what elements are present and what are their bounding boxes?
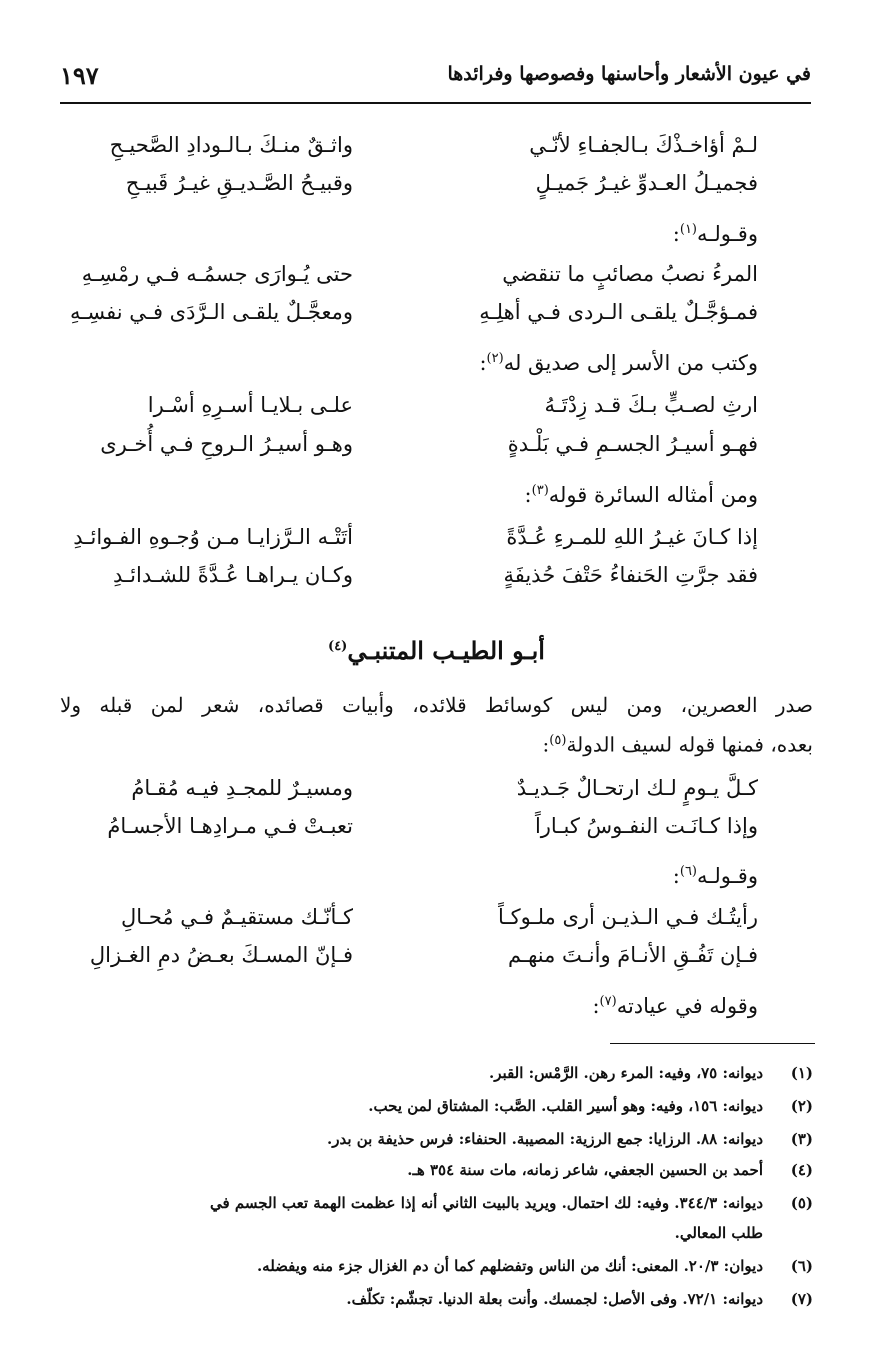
section-heading-text: أبـو الطيـب المتنبـي — [347, 636, 545, 665]
intro-text: وقـولـه — [697, 864, 758, 888]
verse-first-hemistich: فـإن تَفُـقِ الأنـامَ وأنـتَ منهـم — [507, 943, 758, 967]
verse-first-hemistich: رأيتُـك فـي الـذيـن أرى ملـوكـاً — [498, 905, 758, 929]
verse-line — [60, 897, 813, 937]
footnote-number: (٢) — [790, 1097, 813, 1115]
verse-second-hemistich: ومعجَّـلٌ يلقـى الـرَّدَى فـي نفسِـهِ — [70, 300, 353, 324]
verse-line — [60, 254, 813, 294]
footnote-text: ديوانه: ٨٨. الرزايا: جمع الرزية: المصيبة. الحنفاء: فرس حذيفة بن بدر. — [327, 1130, 763, 1148]
verse-second-hemistich: وقبيـحُ الصَّـديـقِ غيـرُ قَبيـحِ — [125, 171, 353, 195]
footnote-ref: (٦) — [679, 864, 697, 879]
verse-first-hemistich: وإذا كـانَـت النفـوسُ كبـاراً — [534, 814, 758, 838]
intro-colon: : — [672, 222, 680, 246]
verse-line — [60, 555, 813, 595]
prose-line: صدر العصرين، ومن ليس كوسائط قلائده، وأبيات قصائده، شعر لمن قبله ولا — [60, 693, 813, 717]
verse-first-hemistich: فقد جرَّتِ الحَنفاءُ حَتْفَ حُذيفَةٍ — [503, 563, 758, 587]
footnote-text: ديوانه: ٣٤٤/٣. وفيه: لك احتمال. ويريد بالبيت الثاني أنه إذا عظمت الهمة تعب الجسم في — [209, 1194, 763, 1212]
verse-first-hemistich: فجميـلُ العـدوِّ غيـرُ جَميـلٍ — [535, 171, 758, 195]
footnote-ref: (٣) — [531, 483, 549, 498]
prose-text: بعده، فمنها قوله لسيف الدولة — [566, 732, 813, 757]
verse-line — [60, 517, 813, 557]
footnote-ref: (٧) — [599, 994, 617, 1009]
verse-line — [60, 385, 813, 425]
section-heading — [0, 636, 873, 665]
verse-intro — [60, 339, 758, 379]
header-title: في عيون الأشعار وأحاسنها وفصوصها وفرائدها — [447, 63, 811, 85]
verse-line — [60, 935, 813, 975]
verse-line — [60, 806, 813, 846]
footnote-ref: (١) — [679, 222, 697, 237]
footnote-ref: (٥) — [549, 733, 567, 748]
footnote-text: ديوانه: ١٥٦، وفيه: وهو أسير القلب. الصَّب: المشتاق لمن يحب. — [368, 1097, 763, 1115]
footnote-ref: (٢) — [486, 351, 504, 366]
verse-second-hemistich: ومسيـرٌ للمجـدِ فيـه مُقـامُ — [131, 776, 353, 800]
verse-first-hemistich: إذا كـانَ غيـرُ اللهِ للمـرءِ عُـدَّةً — [506, 525, 758, 549]
verse-second-hemistich: أتَتْـه الـرَّزايـا مـن وُجـوهِ الفـوائـدِ — [73, 525, 353, 549]
prose-line — [60, 722, 813, 760]
verse-second-hemistich: وهـو أسيـرُ الـروحِ فـي أُخـرى — [100, 432, 353, 456]
verse-intro — [60, 852, 758, 892]
intro-colon: : — [672, 864, 680, 888]
header-rule — [60, 102, 811, 104]
footnote-text: ديوان: ٢٠/٣. المعنى: أنك من الناس وتفضلهم كما أن دم الغزال جزء منه ويفضله. — [256, 1257, 763, 1275]
verse-first-hemistich: كـلَّ يـومٍ لـك ارتحـالٌ جَـديـدٌ — [516, 776, 758, 800]
verse-second-hemistich: علـى بـلايـا أسـرِهِ أسْـرا — [147, 393, 353, 417]
verse-second-hemistich: حتى يُـوارَى جسمُـه فـي رمْسِـهِ — [81, 262, 353, 286]
verse-second-hemistich: واثـقٌ منـكَ بـالـودادِ الصَّحيـحِ — [109, 133, 353, 157]
footnote-number: (٤) — [790, 1161, 813, 1179]
prose-colon: : — [542, 732, 550, 757]
footnote-number: (٦) — [790, 1257, 813, 1275]
verse-second-hemistich: تعبـتْ فـي مـرادِهـا الأجسـامُ — [107, 814, 353, 838]
verse-line — [60, 163, 813, 203]
verse-second-hemistich: فـإنّ المسـكَ بعـضُ دمِ الغـزالِ — [89, 943, 353, 967]
verse-second-hemistich: وكـان يـراهـا عُـدَّةً للشـدائـدِ — [112, 563, 353, 587]
verse-intro — [60, 982, 758, 1022]
verse-second-hemistich: كـأنّـك مستقيـمٌ فـي مُحـالِ — [121, 905, 353, 929]
page-number: ١٩٧ — [60, 61, 99, 90]
footnote-number: (٧) — [790, 1290, 813, 1308]
verse-intro — [60, 471, 758, 511]
verse-first-hemistich: المرءُ نصبُ مصائبٍ ما تنقضي — [502, 262, 758, 286]
verse-line — [60, 768, 813, 808]
verse-first-hemistich: لـمْ أؤاخـذْكَ بـالجفـاءِ لأنّـي — [529, 133, 758, 157]
verse-first-hemistich: فهـو أسيـرُ الجسـمِ فـي بَلْـدةٍ — [507, 432, 758, 456]
footnote-text: أحمد بن الحسين الجعفي، شاعر زمانه، مات سنة ٣٥٤ هـ. — [407, 1161, 763, 1179]
intro-text: ومن أمثاله السائرة قوله — [548, 483, 758, 507]
footnote-number: (٣) — [790, 1130, 813, 1148]
footnote-text: ديوانه: ٧٢/١. وفى الأصل: لجمسك. وأنت بعلة الدنيا. تجشّم: تكلّف. — [346, 1290, 763, 1308]
footnote-ref: (٤) — [328, 639, 348, 654]
verse-line — [60, 125, 813, 165]
verse-line — [60, 424, 813, 464]
footnote-text: ديوانه: ٧٥، وفيه: المرء رهن. الرَّمْس: القبر. — [489, 1064, 763, 1082]
footnote-continuation: طلب المعالي. — [674, 1224, 763, 1242]
verse-first-hemistich: فمـؤجَّـلٌ يلقـى الـردى فـي أهلِـهِ — [479, 300, 758, 324]
intro-colon: : — [524, 483, 532, 507]
running-header — [60, 55, 811, 103]
intro-text: وقـولـه — [697, 222, 758, 246]
footnote-number: (١) — [790, 1064, 813, 1082]
footnote-number: (٥) — [790, 1194, 813, 1212]
intro-colon: : — [479, 351, 487, 375]
intro-colon: : — [592, 994, 600, 1018]
verse-line — [60, 292, 813, 332]
verse-first-hemistich: ارثِ لصـبٍّ بـكَ قـد زِدْتَـهُ — [544, 393, 758, 417]
footnote-rule — [610, 1043, 815, 1044]
intro-text: وكتب من الأسر إلى صديق له — [503, 351, 758, 375]
intro-text: وقوله في عيادته — [616, 994, 758, 1018]
verse-intro — [60, 210, 758, 250]
